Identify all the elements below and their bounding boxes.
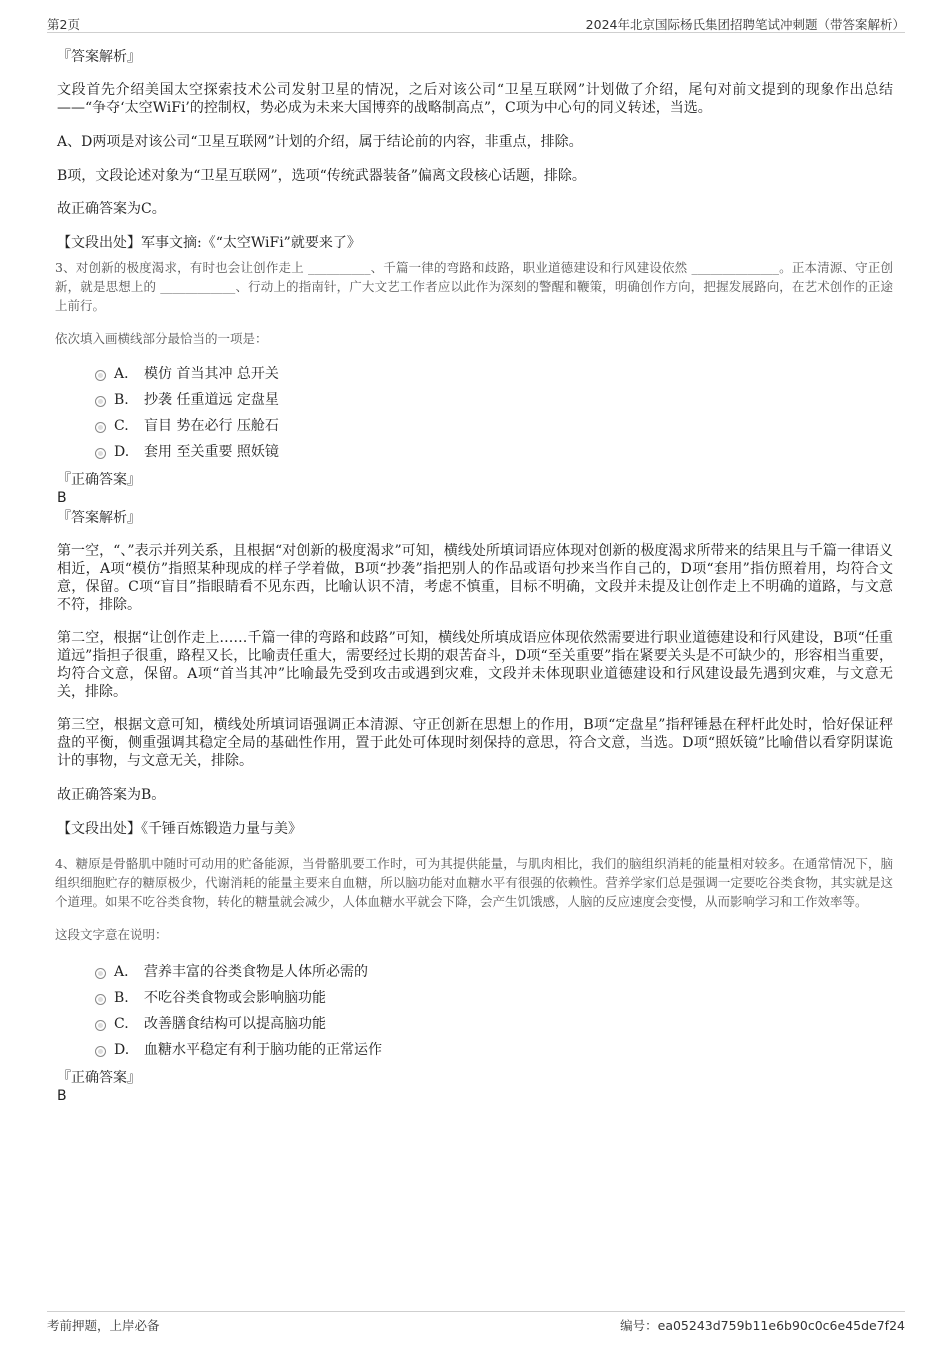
page-header — [47, 10, 905, 33]
analysis-paragraph: 第一空，“、”表示并列关系，且根据“对创新的极度渴求”可知，横线处所填词语应体现对创新的极度渴求所带来的结果且与千篇一律语义相近，A项“模仿”指照某种现成的样子学着做，B项“抄袭”指把别人的作品或语句抄来当作自己的，D项“套用”指仿照着用，均符合文意，保留。C项“盲目”指眼睛看不见东西，比喻认识不清，考虑不慎重，目标不明确，文段并未提及让创作走上不明确的道路，与文意不符，排除。 — [57, 543, 893, 613]
analysis-paragraph: 文段首先介绍美国太空探索技术公司发射卫星的情况，之后对该公司“卫星互联网”计划做了介绍，尾句对前文提到的现象作出总结——“争夺‘太空WiFi’的控制权，势必成为未来大国博弈的战略制高点”，C项为中心句的同义转述，当选。 — [57, 82, 893, 116]
option-text: 抄袭 任重道远 定盘星 — [144, 392, 279, 408]
option-a[interactable] — [95, 959, 893, 985]
option-list — [55, 959, 893, 1063]
option-b[interactable] — [95, 387, 893, 413]
option-c[interactable] — [95, 413, 893, 439]
radio-icon[interactable] — [95, 994, 106, 1005]
correct-answer-label: 『正确答案』 — [57, 1070, 141, 1086]
option-text: 改善膳食结构可以提高脑功能 — [144, 1016, 326, 1032]
option-letter: A． — [114, 366, 139, 382]
document-id: 编号：ea05243d759b11e6b90c0c6e45de7f24 — [620, 1318, 905, 1333]
option-d[interactable] — [95, 1037, 893, 1063]
option-c[interactable] — [95, 1011, 893, 1037]
passage-source: 【文段出处】军事文摘:《“太空WiFi”就要来了》 — [57, 235, 361, 251]
radio-icon[interactable] — [95, 448, 106, 459]
analysis-conclusion: 故正确答案为C。 — [57, 201, 166, 217]
correct-answer-value: B — [57, 490, 67, 506]
radio-icon[interactable] — [95, 968, 106, 979]
option-letter: B. — [114, 990, 129, 1006]
radio-icon[interactable] — [95, 1046, 106, 1057]
option-a[interactable] — [95, 361, 893, 387]
question-prompt: 依次填入画横线部分最恰当的一项是： — [55, 331, 268, 346]
option-letter: D. — [114, 1042, 130, 1058]
option-text: 营养丰富的谷类食物是人体所必需的 — [144, 964, 368, 980]
radio-icon[interactable] — [95, 422, 106, 433]
analysis-paragraph: 第三空，根据文意可知，横线处所填词语强调正本清源、守正创新在思想上的作用，B项“定盘星”指秤锤悬在秤杆此处时，恰好保证秤盘的平衡，侧重强调其稳定全局的基础性作用，置于此处可体现时刻保持的意思，符合文意，当选。D项“照妖镜”比喻借以看穿阴谋诡计的事物，与文意无关，排除。 — [57, 717, 893, 769]
option-b[interactable] — [95, 985, 893, 1011]
option-d[interactable] — [95, 439, 893, 465]
option-letter: C. — [114, 418, 129, 434]
option-list — [55, 361, 893, 465]
option-text: 血糖水平稳定有利于脑功能的正常运作 — [144, 1042, 382, 1058]
analysis-paragraph: 第二空，根据“让创作走上……千篇一律的弯路和歧路”可知，横线处所填成语应体现依然需要进行职业道德建设和行风建设，B项“任重道远”指担子很重，路程又长，比喻责任重大，需要经过长期的艰苦奋斗，D项“至关重要”指在紧要关头是不可缺少的，形容相当重要，均符合文意，保留。A项“首当其冲”比喻最先受到攻击或遇到灾难，文段并未体现职业道德建设和行风建设最先遇到灾难，与文意无关，排除。 — [57, 630, 893, 700]
option-letter: B. — [114, 392, 129, 408]
option-text: 模仿 首当其冲 总开关 — [144, 366, 279, 382]
radio-icon[interactable] — [95, 1020, 106, 1031]
page-footer — [47, 1311, 905, 1338]
answer-analysis-label: 『答案解析』 — [57, 510, 141, 526]
answer-analysis-label: 『答案解析』 — [57, 49, 141, 65]
page-content — [57, 45, 893, 1105]
footer-slogan: 考前押题，上岸必备 — [47, 1318, 160, 1333]
correct-answer-value: B — [57, 1088, 67, 1104]
analysis-conclusion: 故正确答案为B。 — [57, 787, 166, 803]
question-text: 3、对创新的极度渴求，有时也会让创作走上 __________、千篇一律的弯路和歧路，职业道德建设和行风建设依然 ______________。正本清源、守正创新，就是思想上的 ____________、行动上的指南针，广大文艺工作者应以此作为深刻的警醒和鞭策，明确创作方向，把握发展路向，在艺术创作的正途上前行。 — [55, 260, 893, 313]
question-3 — [55, 258, 893, 465]
radio-icon[interactable] — [95, 370, 106, 381]
option-letter: D. — [114, 444, 130, 460]
radio-icon[interactable] — [95, 396, 106, 407]
correct-answer-label: 『正确答案』 — [57, 472, 141, 488]
question-prompt: 这段文字意在说明： — [55, 927, 168, 942]
question-4 — [55, 854, 893, 1063]
analysis-paragraph: A、D两项是对该公司“卫星互联网”计划的介绍，属于结论前的内容，非重点，排除。 — [57, 134, 583, 150]
page-number: 第2页 — [47, 17, 80, 32]
passage-source: 【文段出处】《千锤百炼锻造力量与美》 — [57, 821, 302, 837]
option-letter: C. — [114, 1016, 129, 1032]
option-text: 不吃谷类食物或会影响脑功能 — [144, 990, 326, 1006]
document-title: 2024年北京国际杨氏集团招聘笔试冲刺题（带答案解析） — [585, 17, 905, 32]
option-text: 套用 至关重要 照妖镜 — [144, 444, 279, 460]
option-letter: A． — [114, 964, 139, 980]
option-text: 盲目 势在必行 压舱石 — [144, 418, 279, 434]
question-text: 4、糖原是骨骼肌中随时可动用的贮备能源，当骨骼肌要工作时，可为其提供能量，与肌肉相比，我们的脑组织消耗的能量相对较多。在通常情况下，脑组织细胞贮存的糖原极少，代谢消耗的能量主要来自血糖，所以脑功能对血糖水平有很强的依赖性。营养学家们总是强调一定要吃谷类食物，其实就是这个道理。如果不吃谷类食物，转化的糖量就会减少，人体血糖水平就会下降，会产生饥饿感，人脑的反应速度会变慢，从而影响学习和工作效率等。 — [55, 856, 893, 909]
analysis-paragraph: B项，文段论述对象为“卫星互联网”，选项“传统武器装备”偏离文段核心话题，排除。 — [57, 168, 586, 184]
